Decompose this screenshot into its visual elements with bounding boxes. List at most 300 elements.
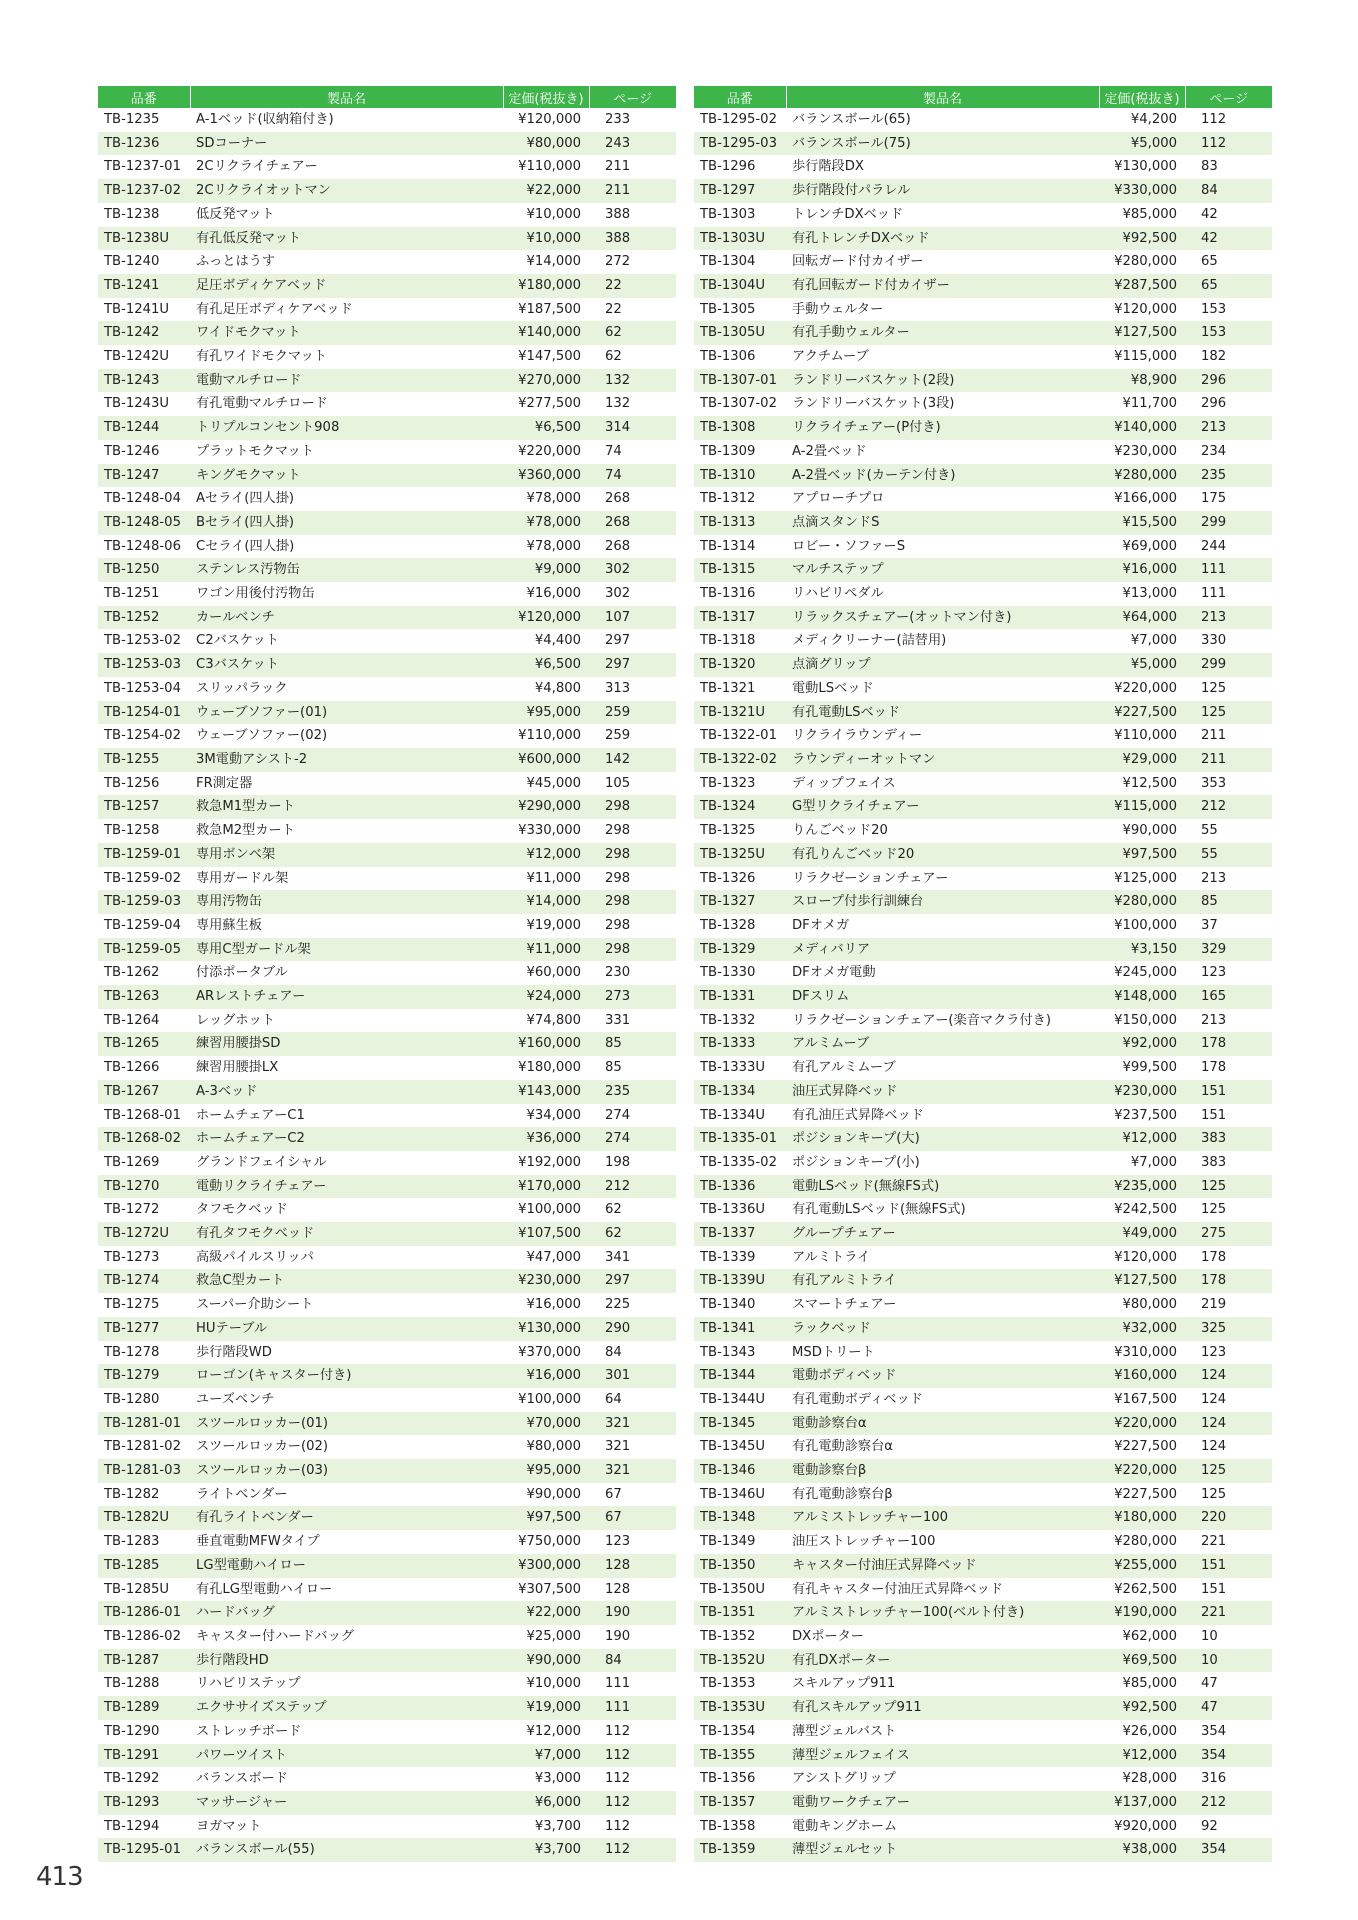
product-name: ワゴン用後付汚物缶 — [196, 586, 315, 602]
product-name: 専用ガードル架 — [196, 870, 289, 886]
product-price: ¥90,000 — [1122, 823, 1177, 839]
product-price: ¥180,000 — [503, 274, 589, 298]
catalog-page: 230 — [605, 965, 631, 981]
product-code: TB-1262 — [104, 965, 160, 981]
product-name: 電動リクライチェアー — [190, 1175, 503, 1199]
catalog-page: 354 — [1201, 1723, 1227, 1739]
product-name: ロビー・ソファーS — [792, 538, 906, 554]
product-code: TB-1306 — [700, 349, 756, 365]
table-row — [694, 795, 1272, 819]
product-price: ¥3,700 — [503, 1838, 589, 1862]
catalog-page: 124 — [1201, 1439, 1227, 1455]
product-price: ¥5,000 — [1099, 132, 1185, 156]
table-row — [694, 1175, 1272, 1199]
header-name: 製品名 — [190, 86, 503, 108]
catalog-page: 296 — [1201, 396, 1227, 412]
catalog-page: 153 — [1201, 301, 1227, 317]
product-price: ¥160,000 — [503, 1032, 589, 1056]
product-name: 専用ボンベ架 — [190, 843, 503, 867]
product-price: ¥12,000 — [503, 843, 589, 867]
catalog-page: 234 — [1201, 443, 1227, 459]
table-row — [98, 843, 676, 867]
catalog-page: 219 — [1201, 1297, 1227, 1313]
catalog-page: 74 — [605, 443, 622, 459]
product-code: TB-1305U — [694, 321, 786, 345]
product-code: TB-1244 — [98, 416, 190, 440]
product-name: マルチステップ — [786, 558, 1099, 582]
product-price: ¥4,200 — [1130, 112, 1177, 127]
table-row — [98, 795, 676, 819]
product-price: ¥140,000 — [1099, 416, 1185, 440]
table-row — [98, 1364, 676, 1388]
product-code: TB-1323 — [700, 775, 756, 791]
table-body — [694, 108, 1272, 1862]
product-name: 練習用腰掛SD — [190, 1032, 503, 1056]
table-row — [694, 1506, 1272, 1530]
product-name: プラットモクマット — [196, 443, 314, 459]
table-row — [98, 1032, 676, 1056]
product-name: ポジションキープ(大) — [786, 1127, 1099, 1151]
product-name: 有孔キャスター付油圧式昇降ベッド — [792, 1581, 1003, 1597]
product-price: ¥26,000 — [1122, 1723, 1177, 1739]
product-price: ¥28,000 — [1122, 1771, 1177, 1787]
product-code: TB-1348 — [694, 1506, 786, 1530]
product-price: ¥3,000 — [534, 1771, 581, 1787]
product-name: トレンチDXベッド — [792, 206, 904, 222]
product-code: TB-1269 — [104, 1154, 160, 1170]
product-price: ¥110,000 — [1114, 728, 1177, 744]
table-row — [98, 938, 676, 962]
product-name: 点滴スタンドS — [786, 511, 1099, 535]
product-name: アプローチプロ — [792, 491, 885, 507]
catalog-page: 112 — [1201, 112, 1227, 127]
product-name: 専用C型ガードル架 — [190, 938, 503, 962]
product-price: ¥60,000 — [526, 965, 581, 981]
product-name: スマートチェアー — [792, 1297, 897, 1313]
catalog-page: 22 — [605, 301, 622, 317]
catalog-page: 301 — [589, 1364, 676, 1388]
product-code: TB-1345 — [694, 1412, 786, 1436]
product-name: DFオメガ電動 — [792, 965, 876, 981]
product-code: TB-1304U — [694, 274, 786, 298]
table-row — [694, 345, 1272, 369]
catalog-page: 62 — [589, 321, 676, 345]
table-row — [694, 1672, 1272, 1696]
catalog-page: 74 — [589, 464, 676, 488]
product-name: 点滴グリップ — [786, 653, 1099, 677]
catalog-page: 268 — [589, 511, 676, 535]
catalog-page: 85 — [1185, 890, 1272, 914]
product-price: ¥127,500 — [1099, 321, 1185, 345]
product-code: TB-1335-01 — [694, 1127, 786, 1151]
product-code: TB-1272U — [98, 1222, 190, 1246]
catalog-page: 175 — [1201, 491, 1227, 507]
product-code: TB-1275 — [104, 1297, 160, 1313]
table-row — [98, 961, 676, 985]
product-price: ¥12,000 — [526, 1723, 581, 1739]
product-price: ¥330,000 — [1099, 179, 1185, 203]
product-name: アシストグリップ — [792, 1771, 896, 1787]
product-name: メディクリーナー(詰替用) — [792, 633, 947, 649]
catalog-page: 112 — [1185, 132, 1272, 156]
catalog-page: 272 — [605, 254, 631, 270]
product-price: ¥74,800 — [526, 1012, 581, 1028]
product-code: TB-1336 — [694, 1175, 786, 1199]
product-price: ¥10,000 — [503, 227, 589, 251]
table-row — [694, 1293, 1272, 1317]
catalog-page: 65 — [1185, 274, 1272, 298]
product-name: 3M電動アシスト-2 — [190, 748, 503, 772]
product-name: リラクゼーションチェアー — [792, 870, 949, 886]
catalog-page: 132 — [589, 369, 676, 393]
product-name: 有孔回転ガード付カイザー — [786, 274, 1099, 298]
product-code: TB-1248-06 — [104, 538, 181, 554]
table-row — [694, 1056, 1272, 1080]
product-code: TB-1340 — [700, 1297, 756, 1313]
product-name: りんごベッド20 — [792, 823, 888, 839]
product-name: ディップフェイス — [792, 775, 896, 791]
catalog-page: 125 — [1185, 701, 1272, 725]
product-name: ウェーブソファー(02) — [196, 728, 328, 744]
product-price: ¥270,000 — [503, 369, 589, 393]
product-price: ¥7,000 — [503, 1744, 589, 1768]
product-name: ホームチェアーC1 — [196, 1107, 305, 1123]
product-name: スツールロッカー(02) — [196, 1439, 329, 1455]
product-code: TB-1359 — [694, 1838, 786, 1862]
product-code: TB-1243 — [98, 369, 190, 393]
catalog-page: 296 — [1185, 369, 1272, 393]
catalog-page: 211 — [1201, 728, 1227, 744]
product-price: ¥127,500 — [1099, 1269, 1185, 1293]
table-row — [694, 321, 1272, 345]
catalog-page: 42 — [1185, 227, 1272, 251]
product-code: TB-1235 — [104, 112, 160, 127]
catalog-page: 297 — [589, 1269, 676, 1293]
table-row — [98, 1222, 676, 1246]
table-row — [98, 677, 676, 701]
product-price: ¥180,000 — [518, 1060, 581, 1076]
product-code: TB-1285 — [98, 1554, 190, 1578]
product-code: TB-1246 — [104, 443, 160, 459]
product-price: ¥220,000 — [1099, 1459, 1185, 1483]
product-code: TB-1251 — [104, 586, 160, 602]
table-row — [98, 772, 676, 796]
product-code: TB-1281-01 — [98, 1412, 190, 1436]
product-code: TB-1266 — [104, 1060, 160, 1076]
product-price: ¥62,000 — [1122, 1629, 1177, 1644]
catalog-page: 212 — [1185, 795, 1272, 819]
product-name: MSDトリート — [792, 1344, 875, 1360]
product-price: ¥187,500 — [518, 301, 581, 317]
table-row — [98, 724, 676, 748]
catalog-page: 111 — [1201, 586, 1227, 602]
product-price: ¥85,000 — [1122, 1676, 1177, 1692]
product-price: ¥110,000 — [518, 728, 581, 744]
table-row — [98, 440, 676, 464]
product-price: ¥110,000 — [518, 159, 581, 175]
table-row — [694, 155, 1272, 179]
catalog-page: 298 — [589, 938, 676, 962]
catalog-page: 84 — [589, 1649, 676, 1673]
catalog-page: 92 — [1201, 1818, 1218, 1834]
product-code: TB-1313 — [694, 511, 786, 535]
product-name: ステンレス汚物缶 — [190, 558, 503, 582]
product-code: TB-1294 — [104, 1818, 160, 1834]
product-price: ¥100,000 — [518, 1391, 581, 1407]
table-row — [694, 1601, 1272, 1625]
product-code: TB-1263 — [98, 985, 190, 1009]
product-name: 有孔電動診察台α — [792, 1439, 894, 1455]
product-name: 有孔電動ボディベッド — [792, 1391, 923, 1407]
product-code: TB-1309 — [700, 443, 756, 459]
product-name: 有孔油圧式昇降ベッド — [792, 1107, 924, 1123]
product-price: ¥5,000 — [1099, 653, 1185, 677]
product-price: ¥280,000 — [1114, 254, 1177, 270]
table-row — [694, 1838, 1272, 1862]
product-code: TB-1333U — [700, 1060, 766, 1076]
product-name: 電動LSベッド(無線FS式) — [786, 1175, 1099, 1199]
catalog-page: 321 — [605, 1439, 631, 1455]
product-price: ¥6,500 — [503, 653, 589, 677]
table-row — [694, 985, 1272, 1009]
product-name: リクライチェアー(P付き) — [786, 416, 1099, 440]
product-name: 高級パイルスリッパ — [196, 1249, 314, 1265]
product-code: TB-1317 — [694, 606, 786, 630]
product-code: TB-1334U — [700, 1107, 766, 1123]
product-code: TB-1339 — [700, 1249, 756, 1265]
price-table-left — [98, 86, 676, 1862]
table-row — [98, 867, 676, 891]
product-price: ¥220,000 — [518, 443, 581, 459]
table-row — [98, 1530, 676, 1554]
table-row — [98, 1317, 676, 1341]
product-price: ¥85,000 — [1122, 206, 1177, 222]
product-price: ¥220,000 — [1114, 680, 1177, 696]
product-code: TB-1289 — [98, 1696, 190, 1720]
product-code: TB-1336U — [700, 1202, 766, 1218]
product-price: ¥38,000 — [1099, 1838, 1185, 1862]
product-name: 専用蘇生板 — [196, 917, 262, 933]
catalog-page: 221 — [1201, 1534, 1227, 1550]
catalog-page: 84 — [1185, 179, 1272, 203]
product-name: グループチェアー — [786, 1222, 1099, 1246]
product-code: TB-1265 — [98, 1032, 190, 1056]
catalog-page: 123 — [1201, 965, 1227, 981]
catalog-page: 383 — [1201, 1154, 1227, 1170]
catalog-page: 297 — [605, 633, 631, 649]
product-code: TB-1277 — [98, 1317, 190, 1341]
product-name: 有孔ワイドモクマット — [196, 349, 327, 365]
product-price: ¥287,500 — [1099, 274, 1185, 298]
catalog-page: 124 — [1185, 1364, 1272, 1388]
product-price: ¥120,000 — [518, 112, 581, 127]
product-name: アルミストレッチャー100 — [786, 1506, 1099, 1530]
product-price: ¥100,000 — [518, 1202, 581, 1218]
product-code: TB-1257 — [98, 795, 190, 819]
table-row — [694, 1246, 1272, 1270]
product-price: ¥7,000 — [1130, 1154, 1177, 1170]
product-code: TB-1259-03 — [98, 890, 190, 914]
catalog-page: 198 — [605, 1154, 631, 1170]
product-code: TB-1296 — [700, 159, 756, 175]
catalog-page: 142 — [589, 748, 676, 772]
product-price: ¥78,000 — [526, 491, 581, 507]
product-code: TB-1248-04 — [104, 491, 181, 507]
table-row — [98, 1578, 676, 1602]
catalog-page: 212 — [589, 1175, 676, 1199]
catalog-page: 111 — [589, 1696, 676, 1720]
product-code: TB-1315 — [694, 558, 786, 582]
table-row — [694, 606, 1272, 630]
product-code: TB-1318 — [700, 633, 756, 649]
product-price: ¥310,000 — [1114, 1344, 1177, 1360]
table-row — [98, 1388, 676, 1412]
catalog-page: 268 — [605, 491, 631, 507]
product-code: TB-1252 — [98, 606, 190, 630]
product-price: ¥227,500 — [1114, 1439, 1177, 1455]
product-price: ¥130,000 — [1114, 159, 1177, 175]
catalog-page: 112 — [605, 1818, 631, 1834]
product-code: TB-1267 — [98, 1080, 190, 1104]
product-price: ¥12,000 — [1099, 1744, 1185, 1768]
table-row — [98, 179, 676, 203]
product-code: TB-1325 — [700, 823, 756, 839]
table-row — [694, 914, 1272, 938]
catalog-page: 274 — [589, 1127, 676, 1151]
product-code: TB-1303 — [700, 206, 756, 222]
table-row — [98, 227, 676, 251]
product-name: A-3ベッド — [190, 1080, 503, 1104]
product-name: アクチムーブ — [792, 349, 869, 365]
table-row — [694, 511, 1272, 535]
table-row — [98, 535, 676, 559]
product-name: ランドリーバスケット(2段) — [786, 369, 1099, 393]
product-price: ¥125,000 — [1114, 870, 1177, 886]
table-row — [694, 1815, 1272, 1839]
product-code: TB-1282 — [104, 1486, 160, 1502]
product-code: TB-1281-03 — [98, 1459, 190, 1483]
product-code: TB-1331 — [694, 985, 786, 1009]
catalog-page: 290 — [589, 1317, 676, 1341]
product-price: ¥160,000 — [1099, 1364, 1185, 1388]
catalog-page: 151 — [1185, 1080, 1272, 1104]
price-table-right — [694, 86, 1272, 1862]
product-price: ¥120,000 — [1114, 1249, 1177, 1265]
product-name: LG型電動ハイロー — [190, 1554, 503, 1578]
product-price: ¥13,000 — [1122, 586, 1177, 602]
catalog-page: 314 — [589, 416, 676, 440]
product-code: TB-1255 — [98, 748, 190, 772]
table-row — [694, 203, 1272, 227]
product-price: ¥47,000 — [526, 1249, 581, 1265]
product-price: ¥78,000 — [526, 538, 581, 554]
product-name: 救急C型カート — [190, 1269, 503, 1293]
table-row — [98, 369, 676, 393]
catalog-page: 55 — [1201, 823, 1218, 839]
table-row — [694, 1791, 1272, 1815]
product-price: ¥100,000 — [1114, 917, 1177, 933]
product-name: SDコーナー — [190, 132, 503, 156]
product-price: ¥10,000 — [526, 1676, 581, 1692]
product-name: 薄型ジェルバスト — [792, 1723, 897, 1739]
product-name: スツールロッカー(03) — [190, 1459, 503, 1483]
product-name: Aセライ(四人掛) — [196, 491, 295, 507]
product-price: ¥290,000 — [503, 795, 589, 819]
table-row — [98, 487, 676, 511]
table-row — [98, 1293, 676, 1317]
catalog-page: 37 — [1201, 917, 1218, 933]
product-name: リラックスチェアー(オットマン付き) — [786, 606, 1099, 630]
product-name: 有孔電動診察台β — [792, 1486, 893, 1502]
table-row — [98, 203, 676, 227]
catalog-page: 329 — [1185, 938, 1272, 962]
catalog-page: 10 — [1201, 1629, 1218, 1644]
product-price: ¥78,000 — [503, 511, 589, 535]
catalog-page: 128 — [605, 1581, 631, 1597]
product-name: C3バスケット — [190, 653, 503, 677]
product-price: ¥12,500 — [1122, 775, 1177, 791]
catalog-page: 275 — [1185, 1222, 1272, 1246]
catalog-page: 62 — [605, 1202, 622, 1218]
product-code: TB-1321U — [694, 701, 786, 725]
product-code: TB-1304 — [700, 254, 756, 270]
product-code: TB-1282U — [98, 1506, 190, 1530]
product-price: ¥95,000 — [503, 1459, 589, 1483]
catalog-page: 125 — [1185, 1459, 1272, 1483]
product-name: リラクゼーションチェアー(楽音マクラ付き) — [792, 1012, 1052, 1028]
table-row — [98, 321, 676, 345]
table-row — [98, 345, 676, 369]
product-price: ¥14,000 — [526, 254, 581, 270]
table-row — [694, 843, 1272, 867]
product-price: ¥80,000 — [526, 1439, 581, 1455]
catalog-page: 125 — [1201, 1202, 1227, 1218]
table-row — [98, 274, 676, 298]
catalog-page: 125 — [1201, 1486, 1227, 1502]
product-code: TB-1349 — [700, 1534, 756, 1550]
product-price: ¥16,000 — [526, 1297, 581, 1313]
product-code: TB-1353U — [694, 1696, 786, 1720]
table-row — [694, 1388, 1272, 1412]
product-name: スロープ付歩行訓練台 — [786, 890, 1099, 914]
product-name: ラックベッド — [786, 1317, 1099, 1341]
product-name: キングモクマット — [190, 464, 503, 488]
product-price: ¥19,000 — [503, 1696, 589, 1720]
table-row — [694, 1198, 1272, 1222]
product-price: ¥147,500 — [518, 349, 581, 365]
catalog-page: 298 — [605, 870, 631, 886]
catalog-page: 383 — [1185, 1127, 1272, 1151]
catalog-page: 213 — [1201, 1012, 1227, 1028]
product-price: ¥80,000 — [1122, 1297, 1177, 1313]
product-name: FR測定器 — [196, 775, 253, 791]
header-code: 品番 — [694, 86, 786, 108]
product-price: ¥600,000 — [503, 748, 589, 772]
product-code: TB-1254-01 — [98, 701, 190, 725]
product-name: 油圧ストレッチャー100 — [792, 1534, 936, 1550]
product-price: ¥3,150 — [1099, 938, 1185, 962]
catalog-page: 178 — [1201, 1249, 1227, 1265]
table-row — [98, 1696, 676, 1720]
catalog-page: 388 — [589, 227, 676, 251]
product-price: ¥167,500 — [1114, 1391, 1177, 1407]
product-code: TB-1280 — [104, 1391, 160, 1407]
product-code: TB-1253-03 — [98, 653, 190, 677]
product-code: TB-1242U — [104, 349, 170, 365]
product-price: ¥115,000 — [1099, 795, 1185, 819]
catalog-page: 213 — [1201, 870, 1227, 886]
product-code: TB-1350U — [700, 1581, 766, 1597]
